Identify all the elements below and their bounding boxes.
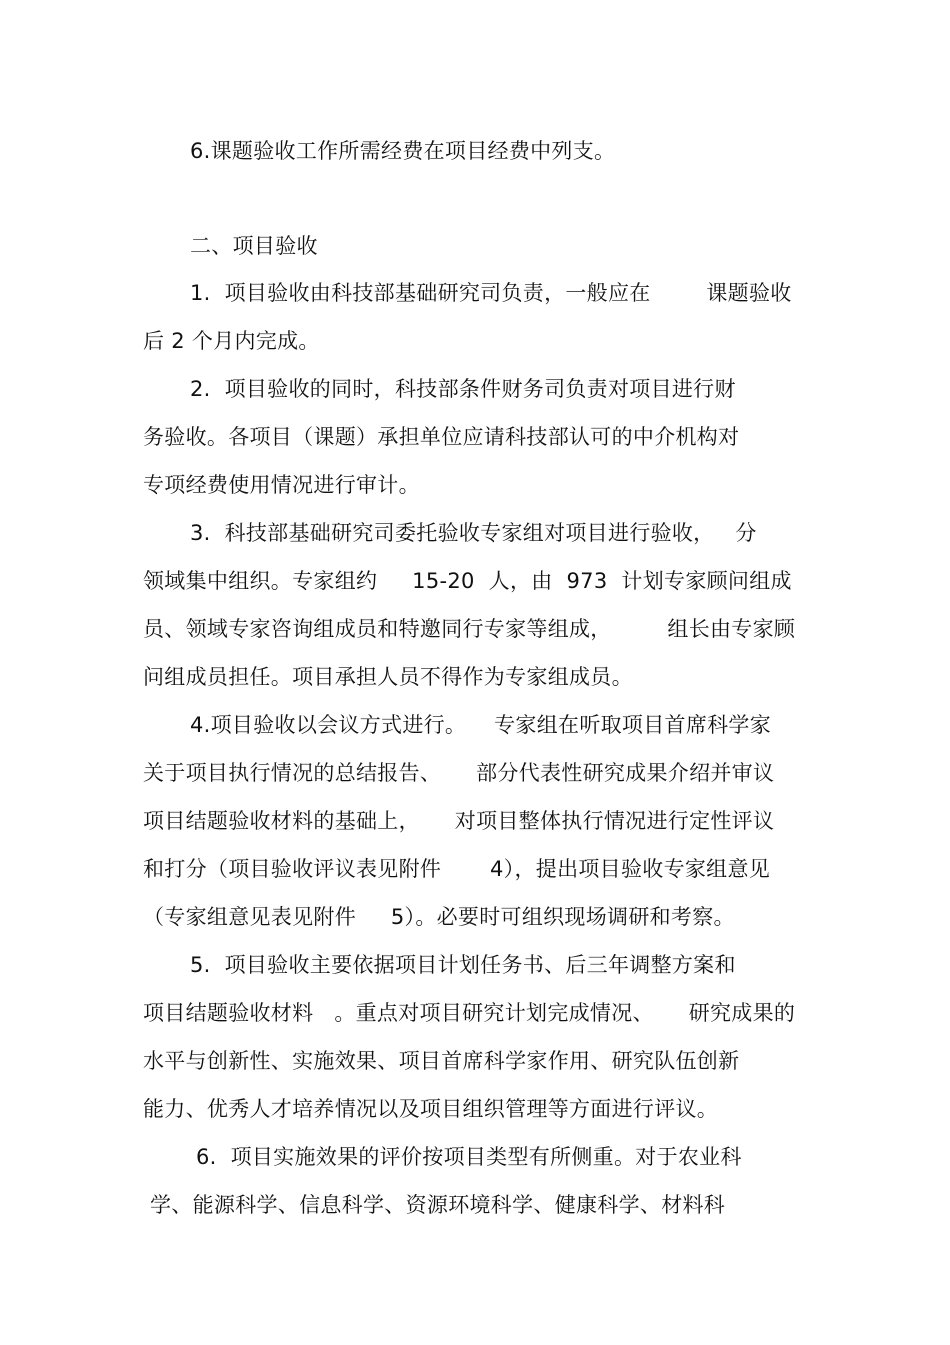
text-line: 2. 项目验收的同时，科技部条件财务司负责对项目进行财	[190, 377, 736, 401]
text-line: 员、领域专家咨询组成员和特邀同行专家等组成， 组长由专家顾	[143, 617, 796, 641]
text-line: 领域集中组织。专家组约 15-20 人，由 973 计划专家顾问组成	[143, 569, 792, 593]
text-line: 问组成员担任。项目承担人员不得作为专家组成员。	[143, 665, 633, 689]
text-line: 项目结题验收材料 。重点对项目研究计划完成情况、 研究成果的	[143, 1001, 796, 1025]
text-line: 能力、优秀人才培养情况以及项目组织管理等方面进行评议。	[143, 1097, 719, 1121]
text-line: 学、能源科学、信息科学、资源环境科学、健康科学、材料科	[150, 1193, 726, 1217]
text-line: 4.项目验收以会议方式进行。 专家组在听取项目首席科学家	[190, 713, 772, 737]
text-line: （专家组意见表见附件 5）。必要时可组织现场调研和考察。	[143, 905, 735, 929]
text-line: 专项经费使用情况进行审计。	[143, 473, 420, 497]
text-line: 3. 科技部基础研究司委托验收专家组对项目进行验收， 分	[190, 521, 757, 545]
text-line: 和打分（项目验收评议表见附件 4），提出项目验收专家组意见	[143, 857, 771, 881]
text-line: 5. 项目验收主要依据项目计划任务书、后三年调整方案和	[190, 953, 736, 977]
text-line: 后 2 个月内完成。	[143, 329, 320, 353]
text-line: 关于项目执行情况的总结报告、 部分代表性研究成果介绍并审议	[143, 761, 775, 785]
text-line: 1. 项目验收由科技部基础研究司负责，一般应在 课题验收	[190, 281, 792, 305]
section-heading: 二、项目验收	[190, 234, 318, 258]
text-line: 6.课题验收工作所需经费在项目经费中列支。	[190, 139, 616, 163]
text-line: 水平与创新性、实施效果、项目首席科学家作用、研究队伍创新	[143, 1049, 740, 1073]
text-line: 项目结题验收材料的基础上， 对项目整体执行情况进行定性评议	[143, 809, 775, 833]
text-line: 6. 项目实施效果的评价按项目类型有所侧重。对于农业科	[196, 1145, 742, 1169]
text-line: 务验收。各项目（课题）承担单位应请科技部认可的中介机构对	[143, 425, 740, 449]
